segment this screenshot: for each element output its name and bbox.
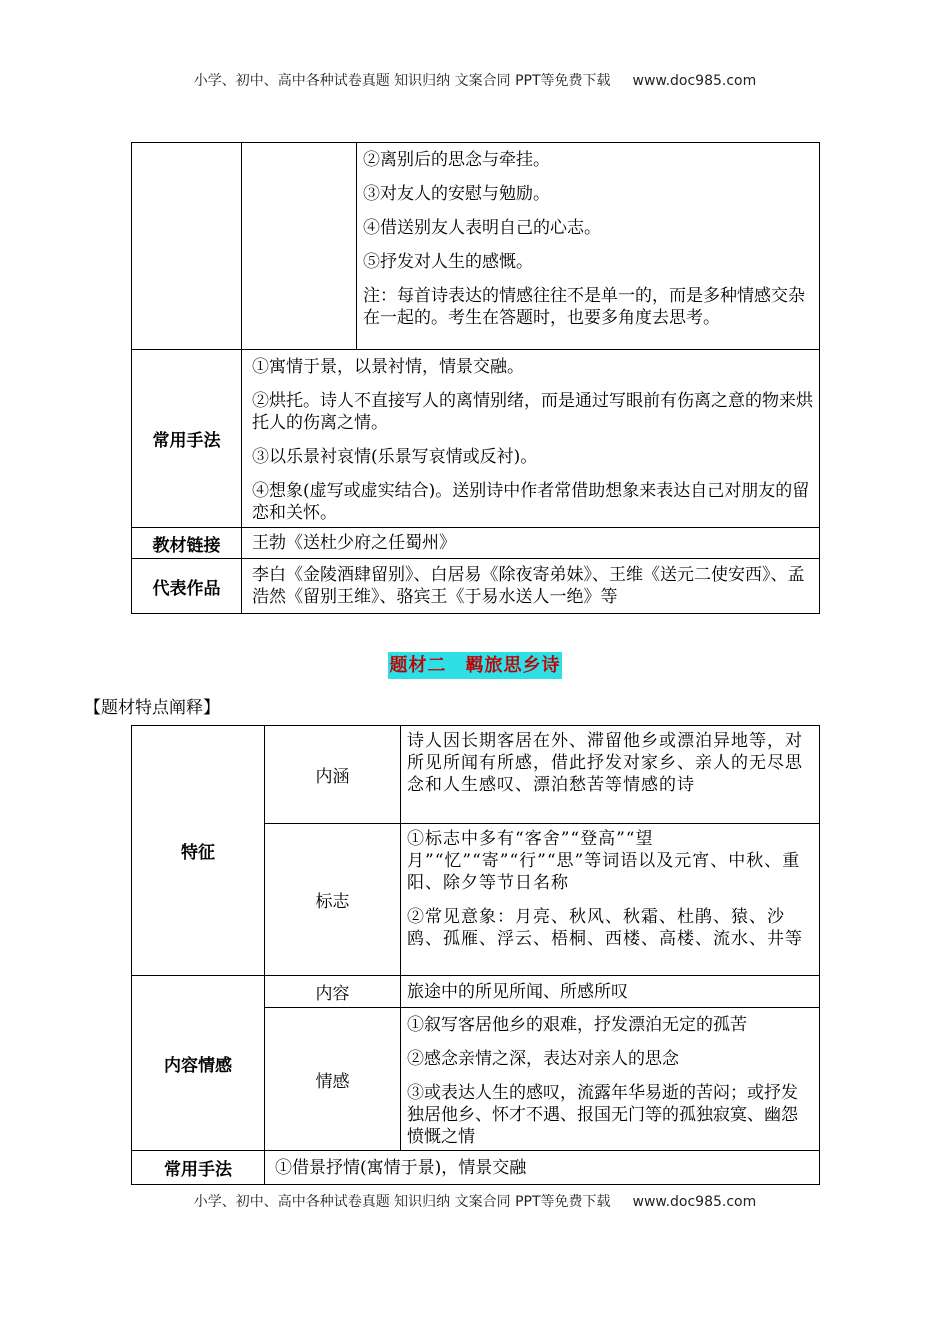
section-heading: 【题材特点阐释】 bbox=[84, 698, 220, 718]
list-item: ③对友人的安慰与勉励。 bbox=[363, 184, 550, 204]
content-cell bbox=[401, 976, 820, 1008]
textbook-cell bbox=[242, 528, 820, 559]
header-url[interactable]: www.doc985.com bbox=[632, 73, 757, 89]
table-cell-empty bbox=[132, 143, 242, 350]
footer-text: 小学、初中、高中各种试卷真题 知识归纳 文案合同 PPT等免费下载 bbox=[193, 1194, 611, 1210]
list-item: ②常见意象：月亮、秋风、秋霜、杜鹃、猿、沙鸥、孤雁、浮云、梧桐、西楼、高楼、流水、井等 bbox=[407, 907, 803, 949]
content-value: 旅途中的所见所闻、所感所叹 bbox=[407, 981, 628, 1002]
emotion-list bbox=[357, 143, 820, 350]
list-item: ②离别后的思念与牵挂。 bbox=[363, 150, 550, 170]
list-item: ①标志中多有“客舍”“登高”“望月”“忆”“寄”“行”“思”等词语以及元宵、中秋、重阳、除夕等节日名称 bbox=[407, 829, 801, 893]
list-item: ③以乐景衬哀情(乐景写哀情或反衬)。 bbox=[252, 447, 538, 467]
list-item: ④借送别友人表明自己的心志。 bbox=[363, 218, 601, 238]
list-item: ⑤抒发对人生的感慨。 bbox=[363, 252, 533, 272]
technique-list bbox=[242, 350, 820, 528]
page-header bbox=[0, 70, 950, 90]
technique-cell-2 bbox=[265, 1151, 820, 1185]
list-item: ②烘托。诗人不直接写人的离情别绪，而是通过写眼前有伤离之意的物来烘托人的伤离之情。 bbox=[252, 391, 813, 433]
footer-url[interactable]: www.doc985.com bbox=[632, 1194, 757, 1210]
content-emotion-label: 内容情感 bbox=[132, 976, 265, 1151]
emotion-label: 情感 bbox=[265, 1008, 401, 1151]
feature-label: 特征 bbox=[132, 726, 265, 976]
table-homesick-poems bbox=[131, 725, 820, 1185]
table-row bbox=[132, 350, 820, 528]
textbook-label: 教材链接 bbox=[132, 528, 242, 559]
sign-cell bbox=[401, 824, 820, 976]
table-row bbox=[132, 559, 820, 614]
table-cell-empty bbox=[242, 143, 357, 350]
table-farewell-continued bbox=[131, 142, 820, 614]
works-label: 代表作品 bbox=[132, 559, 242, 614]
list-item: ②感念亲情之深，表达对亲人的思念 bbox=[407, 1049, 679, 1069]
textbook-value: 王勃《送杜少府之任蜀州》 bbox=[252, 533, 456, 553]
works-value: 李白《金陵酒肆留别》、白居易《除夜寄弟妹》、王维《送元二使安西》、孟浩然《留别王维》、骆宾王《于易水送人一绝》等 bbox=[252, 565, 805, 607]
table-row bbox=[132, 143, 820, 350]
works-cell bbox=[242, 559, 820, 614]
technique-label: 常用手法 bbox=[132, 350, 242, 528]
connotation-value: 诗人因长期客居在外、滞留他乡或漂泊异地等，对所见所闻有所感，借此抒发对家乡、亲人的无尽思念和人生感叹、漂泊愁苦等情感的诗 bbox=[407, 731, 803, 795]
connotation-label: 内涵 bbox=[265, 726, 401, 824]
note-text: 注：每首诗表达的情感往往不是单一的，而是多种情感交杂在一起的。考生在答题时，也要多角度去思考。 bbox=[363, 286, 805, 328]
list-item: ①寓情于景，以景衬情，情景交融。 bbox=[252, 357, 524, 377]
sign-label: 标志 bbox=[265, 824, 401, 976]
technique-label-2: 常用手法 bbox=[132, 1151, 265, 1185]
header-text: 小学、初中、高中各种试卷真题 知识归纳 文案合同 PPT等免费下载 bbox=[193, 73, 611, 89]
table-row bbox=[132, 726, 820, 824]
list-item: ①叙写客居他乡的艰难，抒发漂泊无定的孤苦 bbox=[407, 1015, 747, 1035]
table-row bbox=[132, 528, 820, 559]
table-row bbox=[132, 976, 820, 1008]
connotation-cell bbox=[401, 726, 820, 824]
page-footer bbox=[0, 1191, 950, 1211]
emotion-cell bbox=[401, 1008, 820, 1151]
list-item: ③或表达人生的感叹，流露年华易逝的苦闷；或抒发独居他乡、怀才不遇、报国无门等的孤独寂寞、幽怨愤慨之情 bbox=[407, 1083, 798, 1147]
list-item: ④想象(虚写或虚实结合)。送别诗中作者常借助想象来表达自己对朋友的留恋和关怀。 bbox=[252, 481, 810, 523]
technique-value-2: ①借景抒情(寓情于景)，情景交融 bbox=[275, 1157, 527, 1178]
content-label: 内容 bbox=[265, 976, 401, 1008]
table-row bbox=[132, 1151, 820, 1185]
topic-title: 题材二 羁旅思乡诗 bbox=[388, 652, 562, 679]
